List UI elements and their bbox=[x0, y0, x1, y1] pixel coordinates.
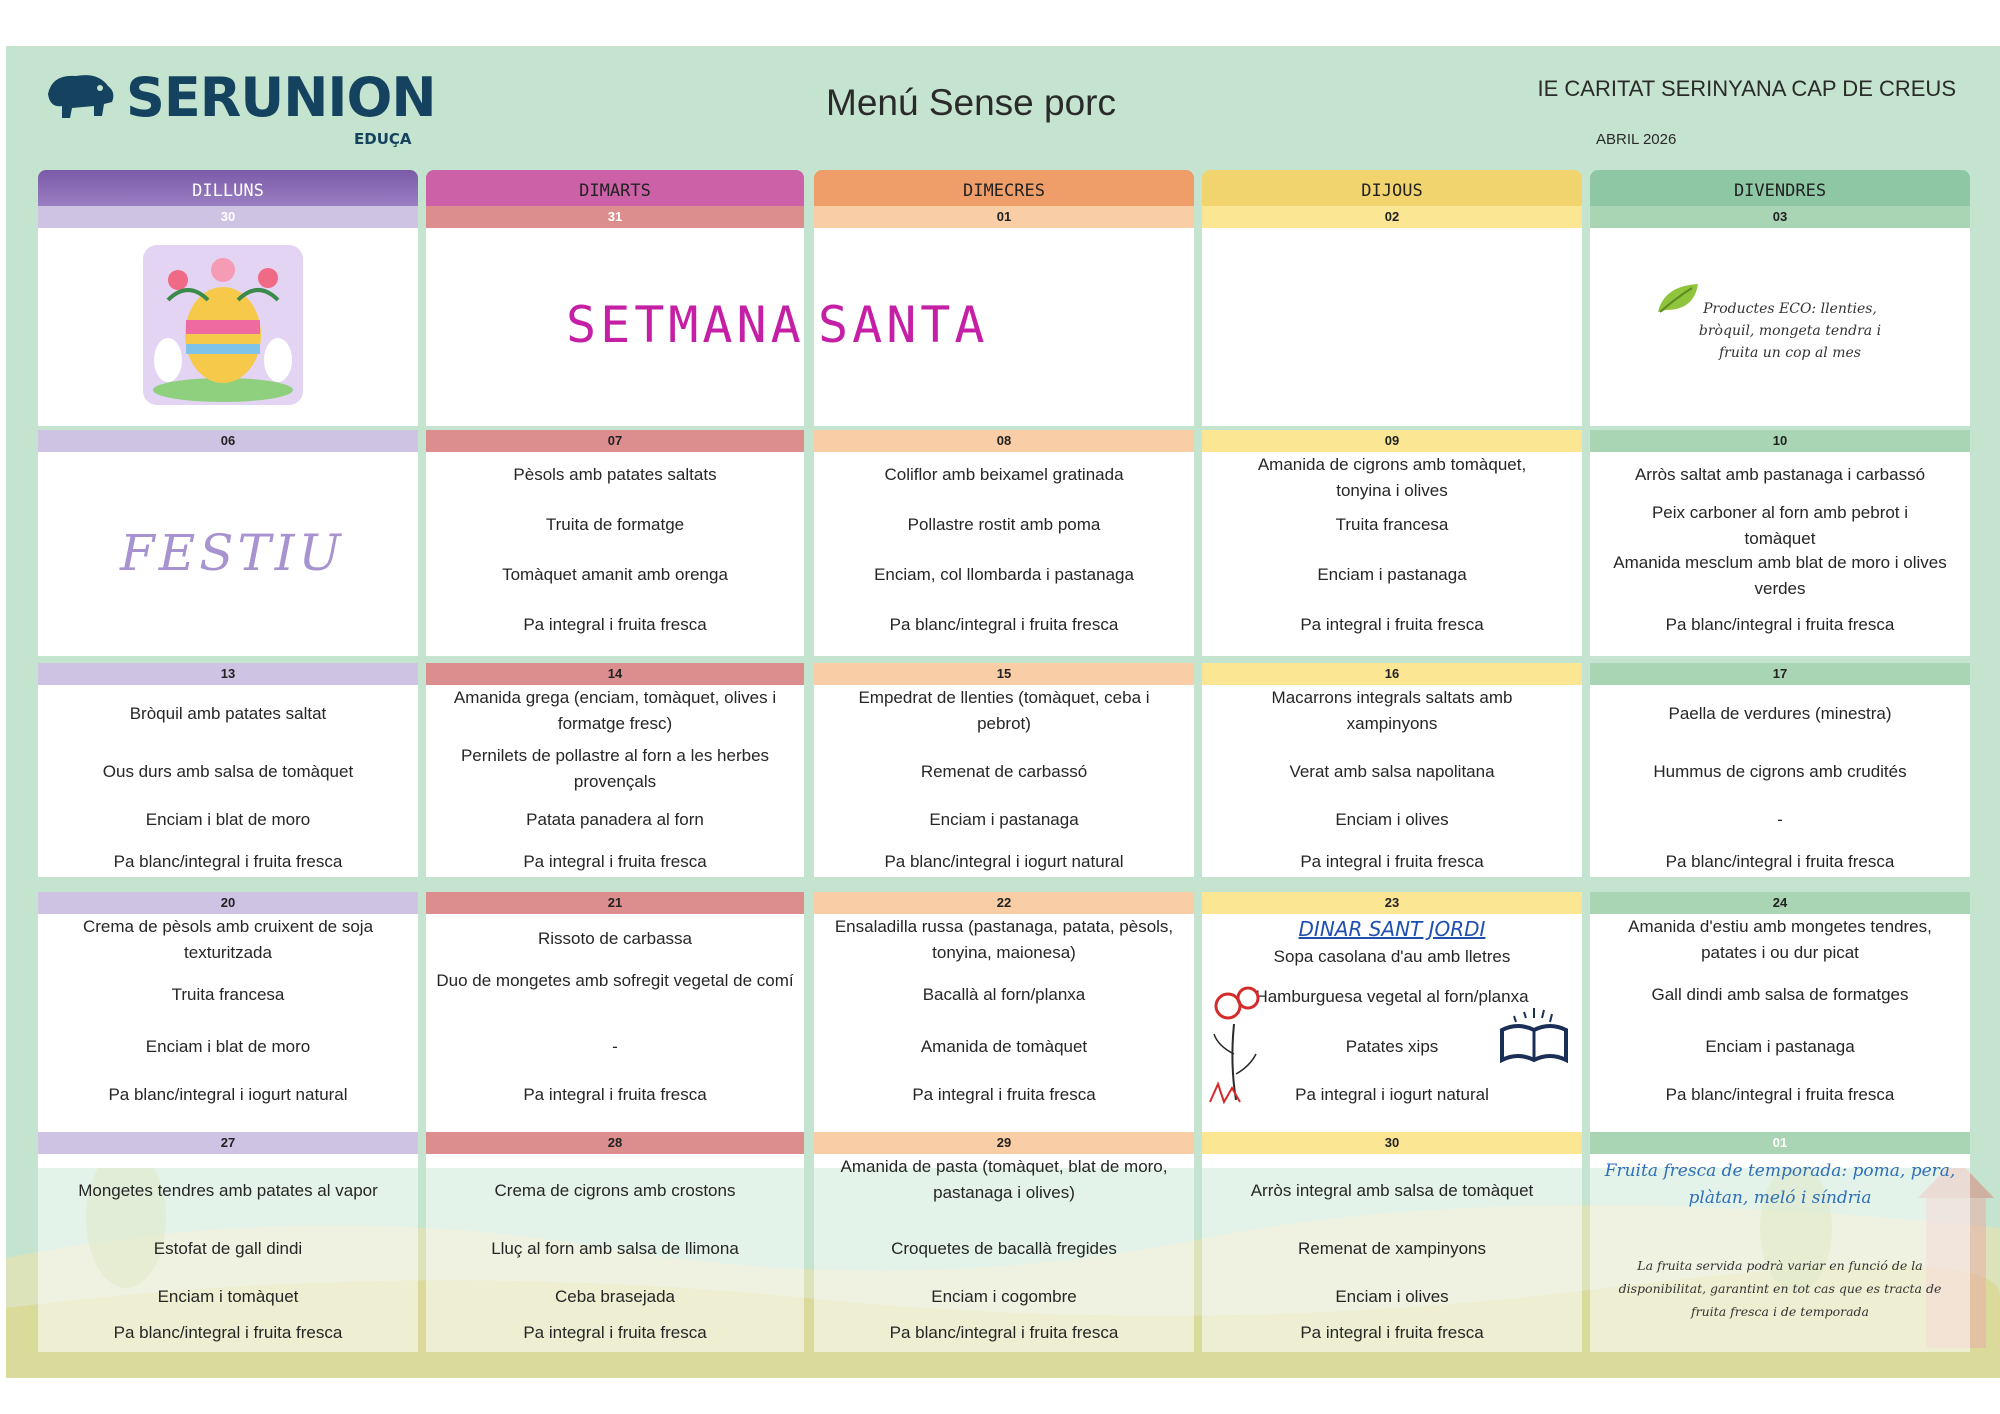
dish-3-1-0: Rissoto de carbassa bbox=[537, 929, 693, 948]
eco-products-note: Productes ECO: llenties, bròquil, mongeta tendra i fruita un cop al mes bbox=[1698, 301, 1882, 361]
dish-2-4-3: Pa blanc/integral i fruita fresca bbox=[1665, 852, 1895, 871]
dish-1-3-3: Pa integral i fruita fresca bbox=[1300, 615, 1484, 634]
cell-4-1 bbox=[426, 1154, 804, 1352]
dayhead-dimarts: DIMARTS bbox=[426, 170, 804, 206]
date-2-0: 13 bbox=[38, 663, 418, 685]
date-4-0: 27 bbox=[38, 1132, 418, 1154]
date-1-4: 10 bbox=[1590, 430, 1970, 452]
cell-4-3 bbox=[1202, 1154, 1582, 1352]
date-0-1: 31 bbox=[426, 206, 804, 228]
cell-0-1 bbox=[426, 228, 804, 426]
cell-1-3 bbox=[1202, 452, 1582, 656]
cell-3-3 bbox=[1202, 914, 1582, 1168]
open-book-icon bbox=[1494, 1006, 1574, 1066]
dish-4-0-1: Estofat de gall dindi bbox=[153, 1239, 303, 1258]
seasonal-fruit-note: La fruita servida podrà variar en funció de la disponibilitat, garantint en tot cas que es tracta de fruita fresca i de temporada bbox=[1618, 1258, 1942, 1319]
cell-0-0 bbox=[38, 228, 418, 426]
dayhead-dilluns: DILLUNS bbox=[38, 170, 418, 206]
dish-2-1-3: Pa integral i fruita fresca bbox=[523, 852, 707, 871]
dish-4-0-3: Pa blanc/integral i fruita fresca bbox=[113, 1323, 343, 1342]
dish-3-0-0: Crema de pèsols amb cruixent de soja texturitzada bbox=[82, 917, 374, 962]
cell-1-1 bbox=[426, 452, 804, 656]
date-1-2: 08 bbox=[814, 430, 1194, 452]
dish-3-3-0: Sopa casolana d'au amb lletres bbox=[1273, 947, 1511, 966]
dish-3-1-2: - bbox=[612, 1037, 618, 1056]
dish-3-2-2: Amanida de tomàquet bbox=[920, 1037, 1088, 1056]
dish-4-2-3: Pa blanc/integral i fruita fresca bbox=[889, 1323, 1119, 1342]
setmana-text: SETMANA bbox=[566, 296, 805, 354]
santa-text: SANTA bbox=[818, 296, 989, 354]
dish-4-2-2: Enciam i cogombre bbox=[931, 1287, 1077, 1306]
date-2-3: 16 bbox=[1202, 663, 1582, 685]
dish-2-3-2: Enciam i olives bbox=[1335, 810, 1449, 829]
cell-0-4 bbox=[1590, 228, 1970, 426]
menu-sheet bbox=[6, 46, 2000, 1378]
dish-3-0-3: Pa blanc/integral i iogurt natural bbox=[108, 1085, 348, 1104]
date-2-2: 15 bbox=[814, 663, 1194, 685]
cell-1-0 bbox=[38, 452, 418, 656]
dish-4-3-1: Remenat de xampinyons bbox=[1297, 1239, 1487, 1258]
month-label: ABRIL 2026 bbox=[1596, 131, 1677, 148]
sant-jordi-title: DINAR SANT JORDI bbox=[1298, 917, 1486, 941]
dish-4-2-1: Croquetes de bacallà fregides bbox=[891, 1239, 1117, 1258]
date-1-3: 09 bbox=[1202, 430, 1582, 452]
dish-4-3-0: Arròs integral amb salsa de tomàquet bbox=[1250, 1181, 1534, 1200]
dish-2-2-2: Enciam i pastanaga bbox=[929, 810, 1079, 829]
cell-3-2 bbox=[814, 914, 1194, 1168]
dish-1-3-1: Truita francesa bbox=[1335, 515, 1449, 534]
dish-3-3-3: Pa integral i iogurt natural bbox=[1295, 1085, 1489, 1104]
date-4-3: 30 bbox=[1202, 1132, 1582, 1154]
date-1-0: 06 bbox=[38, 430, 418, 452]
dayhead-dijous: DIJOUS bbox=[1202, 170, 1582, 206]
dish-2-2-3: Pa blanc/integral i iogurt natural bbox=[884, 852, 1124, 871]
dish-1-2-2: Enciam, col llombarda i pastanaga bbox=[874, 565, 1134, 584]
dish-1-1-2: Tomàquet amanit amb orenga bbox=[502, 565, 728, 584]
dish-2-1-1: Pernilets de pollastre al forn a les herbes provençals bbox=[460, 746, 770, 791]
dish-2-0-2: Enciam i blat de moro bbox=[145, 810, 311, 829]
brand-name: SERUNION bbox=[126, 66, 436, 129]
dish-3-4-2: Enciam i pastanaga bbox=[1705, 1037, 1855, 1056]
dish-1-4-1: Peix carboner al forn amb pebrot i tomàquet bbox=[1651, 503, 1909, 548]
dish-2-3-0: Macarrons integrals saltats amb xampinyons bbox=[1271, 688, 1513, 733]
dayhead-dimecres: DIMECRES bbox=[814, 170, 1194, 206]
dish-4-2-0: Amanida de pasta (tomàquet, blat de moro, pastanaga i olives) bbox=[840, 1157, 1168, 1202]
cell-3-1 bbox=[426, 914, 804, 1168]
cell-2-3 bbox=[1202, 685, 1582, 877]
dish-3-2-1: Bacallà al forn/planxa bbox=[922, 985, 1086, 1004]
dish-1-1-3: Pa integral i fruita fresca bbox=[523, 615, 707, 634]
dish-2-4-1: Hummus de cigrons amb crudités bbox=[1653, 762, 1907, 781]
dish-1-2-1: Pollastre rostit amb poma bbox=[907, 515, 1101, 534]
cell-2-2 bbox=[814, 685, 1194, 877]
seasonal-fruit-title: Fruita fresca de temporada: poma, pera, plàtan, meló i síndria bbox=[1604, 1161, 1956, 1208]
date-2-1: 14 bbox=[426, 663, 804, 685]
dish-1-4-3: Pa blanc/integral i fruita fresca bbox=[1665, 615, 1895, 634]
school-name: IE CARITAT SERINYANA CAP DE CREUS bbox=[1537, 76, 1956, 101]
date-0-0: 30 bbox=[38, 206, 418, 228]
dish-3-0-2: Enciam i blat de moro bbox=[145, 1037, 311, 1056]
date-2-4: 17 bbox=[1590, 663, 1970, 685]
dish-2-0-3: Pa blanc/integral i fruita fresca bbox=[113, 852, 343, 871]
dish-3-0-1: Truita francesa bbox=[171, 985, 285, 1004]
date-3-0: 20 bbox=[38, 892, 418, 914]
dish-2-0-1: Ous durs amb salsa de tomàquet bbox=[102, 762, 354, 781]
dish-3-3-2: Patates xips bbox=[1345, 1037, 1439, 1056]
cell-3-0 bbox=[38, 914, 418, 1168]
dish-2-4-0: Paella de verdures (minestra) bbox=[1668, 704, 1892, 723]
dish-2-2-0: Empedrat de llenties (tomàquet, ceba i pebrot) bbox=[858, 688, 1150, 733]
dish-3-4-0: Amanida d'estiu amb mongetes tendres, patates i ou dur picat bbox=[1628, 917, 1932, 962]
dish-2-0-0: Bròquil amb patates saltat bbox=[129, 704, 327, 723]
dish-1-2-0: Coliflor amb beixamel gratinada bbox=[884, 465, 1124, 484]
dish-3-2-3: Pa integral i fruita fresca bbox=[912, 1085, 1096, 1104]
cell-1-4 bbox=[1590, 452, 1970, 656]
page-title: Menú Sense porc bbox=[826, 82, 1117, 123]
dish-4-1-2: Ceba brasejada bbox=[554, 1287, 676, 1306]
dish-4-0-0: Mongetes tendres amb patates al vapor bbox=[78, 1181, 378, 1200]
date-4-2: 29 bbox=[814, 1132, 1194, 1154]
dish-1-3-2: Enciam i pastanaga bbox=[1317, 565, 1467, 584]
dish-3-1-3: Pa integral i fruita fresca bbox=[523, 1085, 707, 1104]
date-3-4: 24 bbox=[1590, 892, 1970, 914]
date-0-3: 02 bbox=[1202, 206, 1582, 228]
dayhead-divendres: DIVENDRES bbox=[1590, 170, 1970, 206]
cell-2-4 bbox=[1590, 685, 1970, 877]
dish-2-4-2: - bbox=[1777, 810, 1783, 829]
easter-egg-illustration bbox=[138, 240, 308, 410]
cell-3-4 bbox=[1590, 914, 1970, 1168]
dish-2-1-0: Amanida grega (enciam, tomàquet, olives i formatge fresc) bbox=[453, 688, 777, 733]
dish-4-1-0: Crema de cigrons amb crostons bbox=[494, 1181, 736, 1200]
brand-subtitle: EDUÇA bbox=[354, 130, 412, 148]
cell-4-2 bbox=[814, 1154, 1194, 1352]
date-3-3: 23 bbox=[1202, 892, 1582, 914]
dish-4-1-3: Pa integral i fruita fresca bbox=[523, 1323, 707, 1342]
cell-0-3 bbox=[1202, 228, 1582, 426]
festiu-label: FESTIU bbox=[120, 524, 345, 582]
dish-1-3-0: Amanida de cigrons amb tomàquet, tonyina i olives bbox=[1257, 455, 1527, 500]
dish-4-3-3: Pa integral i fruita fresca bbox=[1300, 1323, 1484, 1342]
cell-2-0 bbox=[38, 685, 418, 877]
serunion-logo bbox=[42, 62, 442, 148]
dish-1-2-3: Pa blanc/integral i fruita fresca bbox=[889, 615, 1119, 634]
dish-4-0-2: Enciam i tomàquet bbox=[157, 1287, 299, 1306]
dish-3-1-1: Duo de mongetes amb sofregit vegetal de comí bbox=[436, 971, 794, 990]
rose-icon bbox=[1204, 984, 1264, 1104]
dish-4-1-1: Lluç al forn amb salsa de llimona bbox=[491, 1239, 739, 1258]
date-4-4: 01 bbox=[1590, 1132, 1970, 1154]
dish-2-1-2: Patata panadera al forn bbox=[526, 810, 704, 829]
dish-3-3-1: Hamburguesa vegetal al forn/planxa bbox=[1255, 987, 1529, 1006]
dish-2-3-1: Verat amb salsa napolitana bbox=[1289, 762, 1495, 781]
dish-3-4-3: Pa blanc/integral i fruita fresca bbox=[1665, 1085, 1895, 1104]
cell-4-0 bbox=[38, 1154, 418, 1352]
dish-1-4-0: Arròs saltat amb pastanaga i carbassó bbox=[1634, 465, 1926, 484]
dish-1-1-1: Truita de formatge bbox=[545, 515, 685, 534]
dish-2-3-3: Pa integral i fruita fresca bbox=[1300, 852, 1484, 871]
date-3-1: 21 bbox=[426, 892, 804, 914]
dish-1-4-2: Amanida mesclum amb blat de moro i olives verdes bbox=[1613, 553, 1947, 598]
dish-2-2-1: Remenat de carbassó bbox=[920, 762, 1088, 781]
dish-3-4-1: Gall dindi amb salsa de formatges bbox=[1651, 985, 1909, 1004]
dish-3-2-0: Ensaladilla russa (pastanaga, patata, pèsols, tonyina, maionesa) bbox=[834, 917, 1174, 962]
date-4-1: 28 bbox=[426, 1132, 804, 1154]
cell-0-2 bbox=[814, 228, 1194, 426]
date-0-4: 03 bbox=[1590, 206, 1970, 228]
cell-4-4 bbox=[1590, 1154, 1970, 1352]
bison-icon bbox=[42, 68, 118, 124]
dish-4-3-2: Enciam i olives bbox=[1335, 1287, 1449, 1306]
date-0-2: 01 bbox=[814, 206, 1194, 228]
dish-1-1-0: Pèsols amb patates saltats bbox=[513, 465, 717, 484]
date-1-1: 07 bbox=[426, 430, 804, 452]
cell-2-1 bbox=[426, 685, 804, 877]
cell-1-2 bbox=[814, 452, 1194, 656]
date-3-2: 22 bbox=[814, 892, 1194, 914]
